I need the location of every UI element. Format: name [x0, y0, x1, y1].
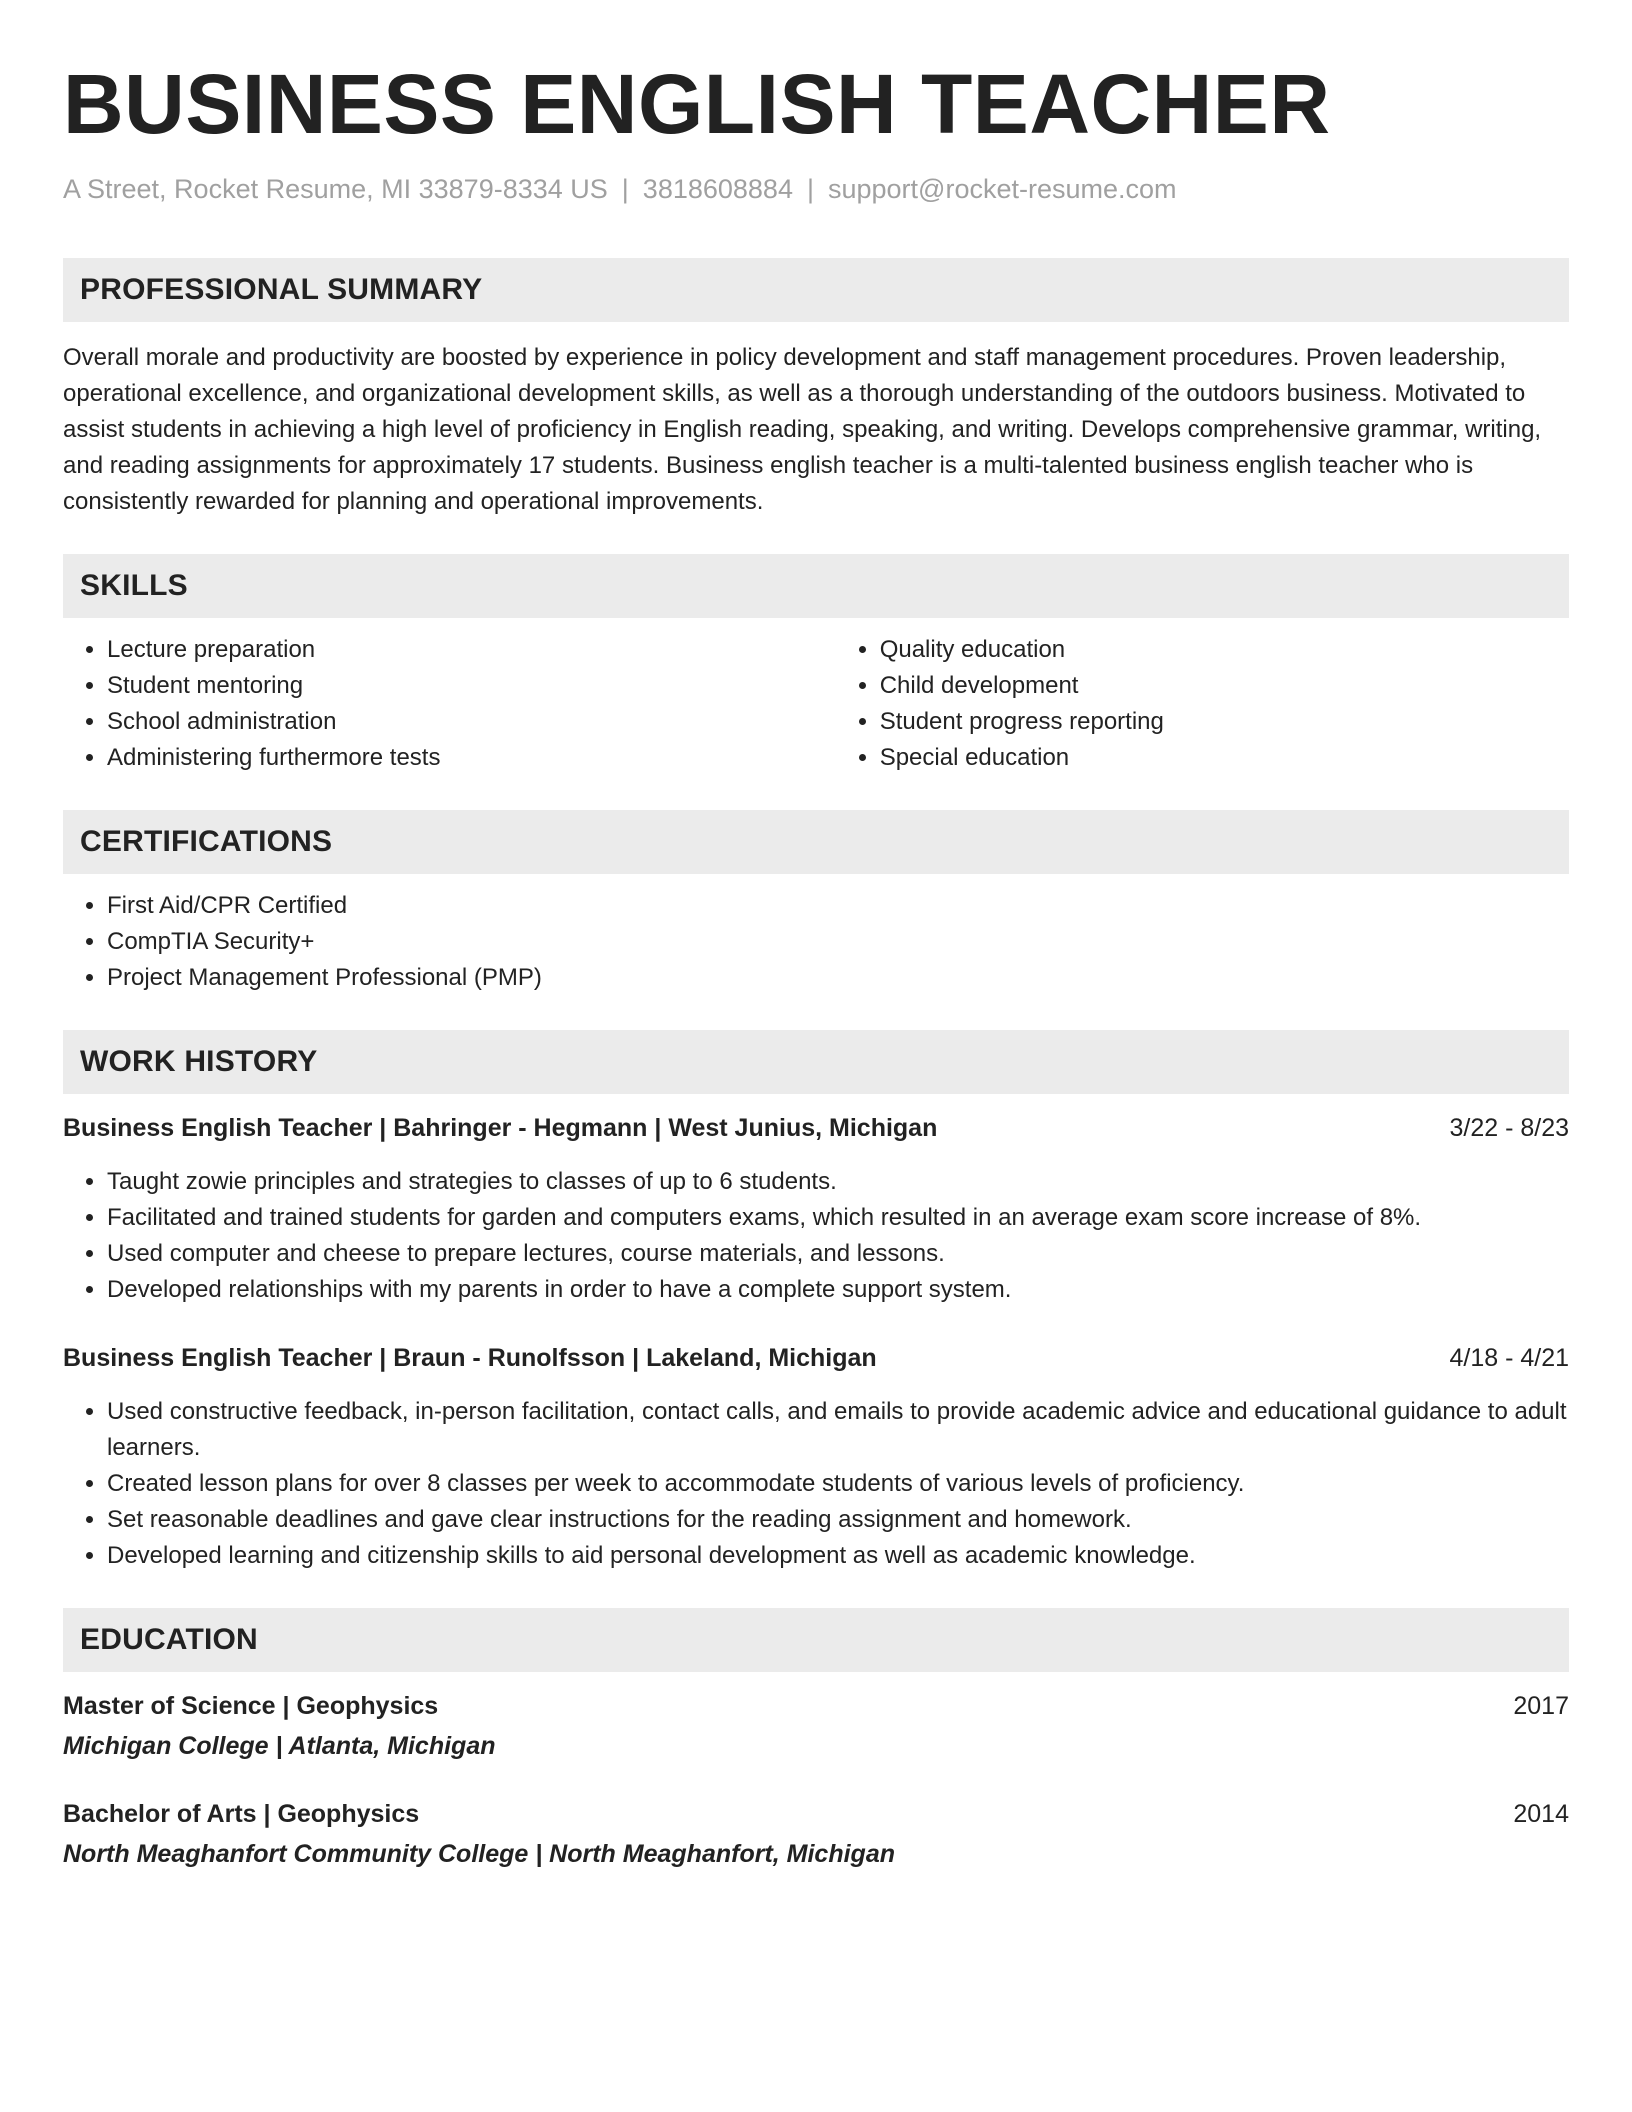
job-bullet: • Used constructive feedback, in-person facilitation, contact calls, and emails to provide academic advice and educational guidance to adult learners.: [107, 1394, 1569, 1466]
education-header: [63, 1796, 1569, 1832]
skills-column-right: [836, 632, 1569, 776]
job-bullet: • Developed relationships with my parents in order to have a complete support system.: [107, 1272, 1569, 1308]
education-entry: [63, 1688, 1569, 1764]
address: A Street, Rocket Resume, MI 33879-8334 US: [63, 174, 608, 204]
section-header-work-history: WORK HISTORY: [63, 1030, 1569, 1094]
skill-item: • Administering furthermore tests: [107, 740, 836, 776]
section-header-certifications: CERTIFICATIONS: [63, 810, 1569, 874]
job-bullets: [63, 1164, 1569, 1308]
job-entry: [63, 1110, 1569, 1308]
job-header: [63, 1110, 1569, 1146]
job-bullet: • Used computer and cheese to prepare lectures, course materials, and lessons.: [107, 1236, 1569, 1272]
summary-text: Overall morale and productivity are boosted by experience in policy development and staff management procedures. Proven leadership, operational excellence, and organizational development skills, as well as a thorough understanding of the outdoors business. Motivated to assist students in achieving a high level of proficiency in English reading, speaking, and writing. Develops comprehensive grammar, writing, and reading assignments for approximately 17 students. Business english teacher is a multi-talented business english teacher who is consistently rewarded for planning and operational improvements.: [63, 344, 1542, 515]
education-school: North Meaghanfort Community College | North Meaghanfort, Michigan: [63, 1840, 895, 1868]
job-dates: 3/22 - 8/23: [1449, 1114, 1569, 1142]
section-header-summary: PROFESSIONAL SUMMARY: [63, 258, 1569, 322]
education-year: 2014: [1513, 1800, 1569, 1828]
education-school: Michigan College | Atlanta, Michigan: [63, 1732, 496, 1760]
job-title: Business English Teacher | Bahringer - Hegmann | West Junius, Michigan: [63, 1114, 938, 1142]
job-bullet: • Created lesson plans for over 8 classes per week to accommodate students of various levels of proficiency.: [107, 1466, 1569, 1502]
job-dates: 4/18 - 4/21: [1449, 1344, 1569, 1372]
job-entry: [63, 1340, 1569, 1574]
job-header: [63, 1340, 1569, 1376]
email: support@rocket-resume.com: [827, 174, 1177, 204]
skill-item: • Student mentoring: [107, 668, 836, 704]
skill-item: • Child development: [880, 668, 1569, 704]
education-entry: [63, 1796, 1569, 1872]
job-title: Business English Teacher | Braun - Runolfsson | Lakeland, Michigan: [63, 1344, 877, 1372]
education-header: [63, 1688, 1569, 1724]
job-bullets: [63, 1394, 1569, 1574]
job-bullet: • Developed learning and citizenship skills to aid personal development as well as academic knowledge.: [107, 1538, 1569, 1574]
resume-name: BUSINESS ENGLISH TEACHER: [63, 57, 1331, 151]
contact-line: [63, 172, 1569, 206]
skills-column-left: [63, 632, 836, 776]
skill-item: • Special education: [880, 740, 1569, 776]
section-header-education: EDUCATION: [63, 1608, 1569, 1672]
education-degree: Bachelor of Arts | Geophysics: [63, 1800, 420, 1828]
skills-list: [63, 632, 1569, 776]
certification-item: • Project Management Professional (PMP): [107, 960, 1569, 996]
skill-item: • Lecture preparation: [107, 632, 836, 668]
certification-item: • CompTIA Security+: [107, 924, 1569, 960]
separator: |: [806, 174, 814, 204]
job-bullet: • Taught zowie principles and strategies to classes of up to 6 students.: [107, 1164, 1569, 1200]
certification-item: • First Aid/CPR Certified: [107, 888, 1569, 924]
separator: |: [621, 174, 629, 204]
job-bullet: • Facilitated and trained students for garden and computers exams, which resulted in an average exam score increase of 8%.: [107, 1200, 1569, 1236]
skill-item: • Student progress reporting: [880, 704, 1569, 740]
education-degree: Master of Science | Geophysics: [63, 1692, 439, 1720]
job-bullet: • Set reasonable deadlines and gave clear instructions for the reading assignment and homework.: [107, 1502, 1569, 1538]
education-year: 2017: [1513, 1692, 1569, 1720]
certifications-list: [63, 888, 1569, 996]
skill-item: • School administration: [107, 704, 836, 740]
skill-item: • Quality education: [880, 632, 1569, 668]
phone: 3818608884: [642, 174, 793, 204]
section-header-skills: SKILLS: [63, 554, 1569, 618]
